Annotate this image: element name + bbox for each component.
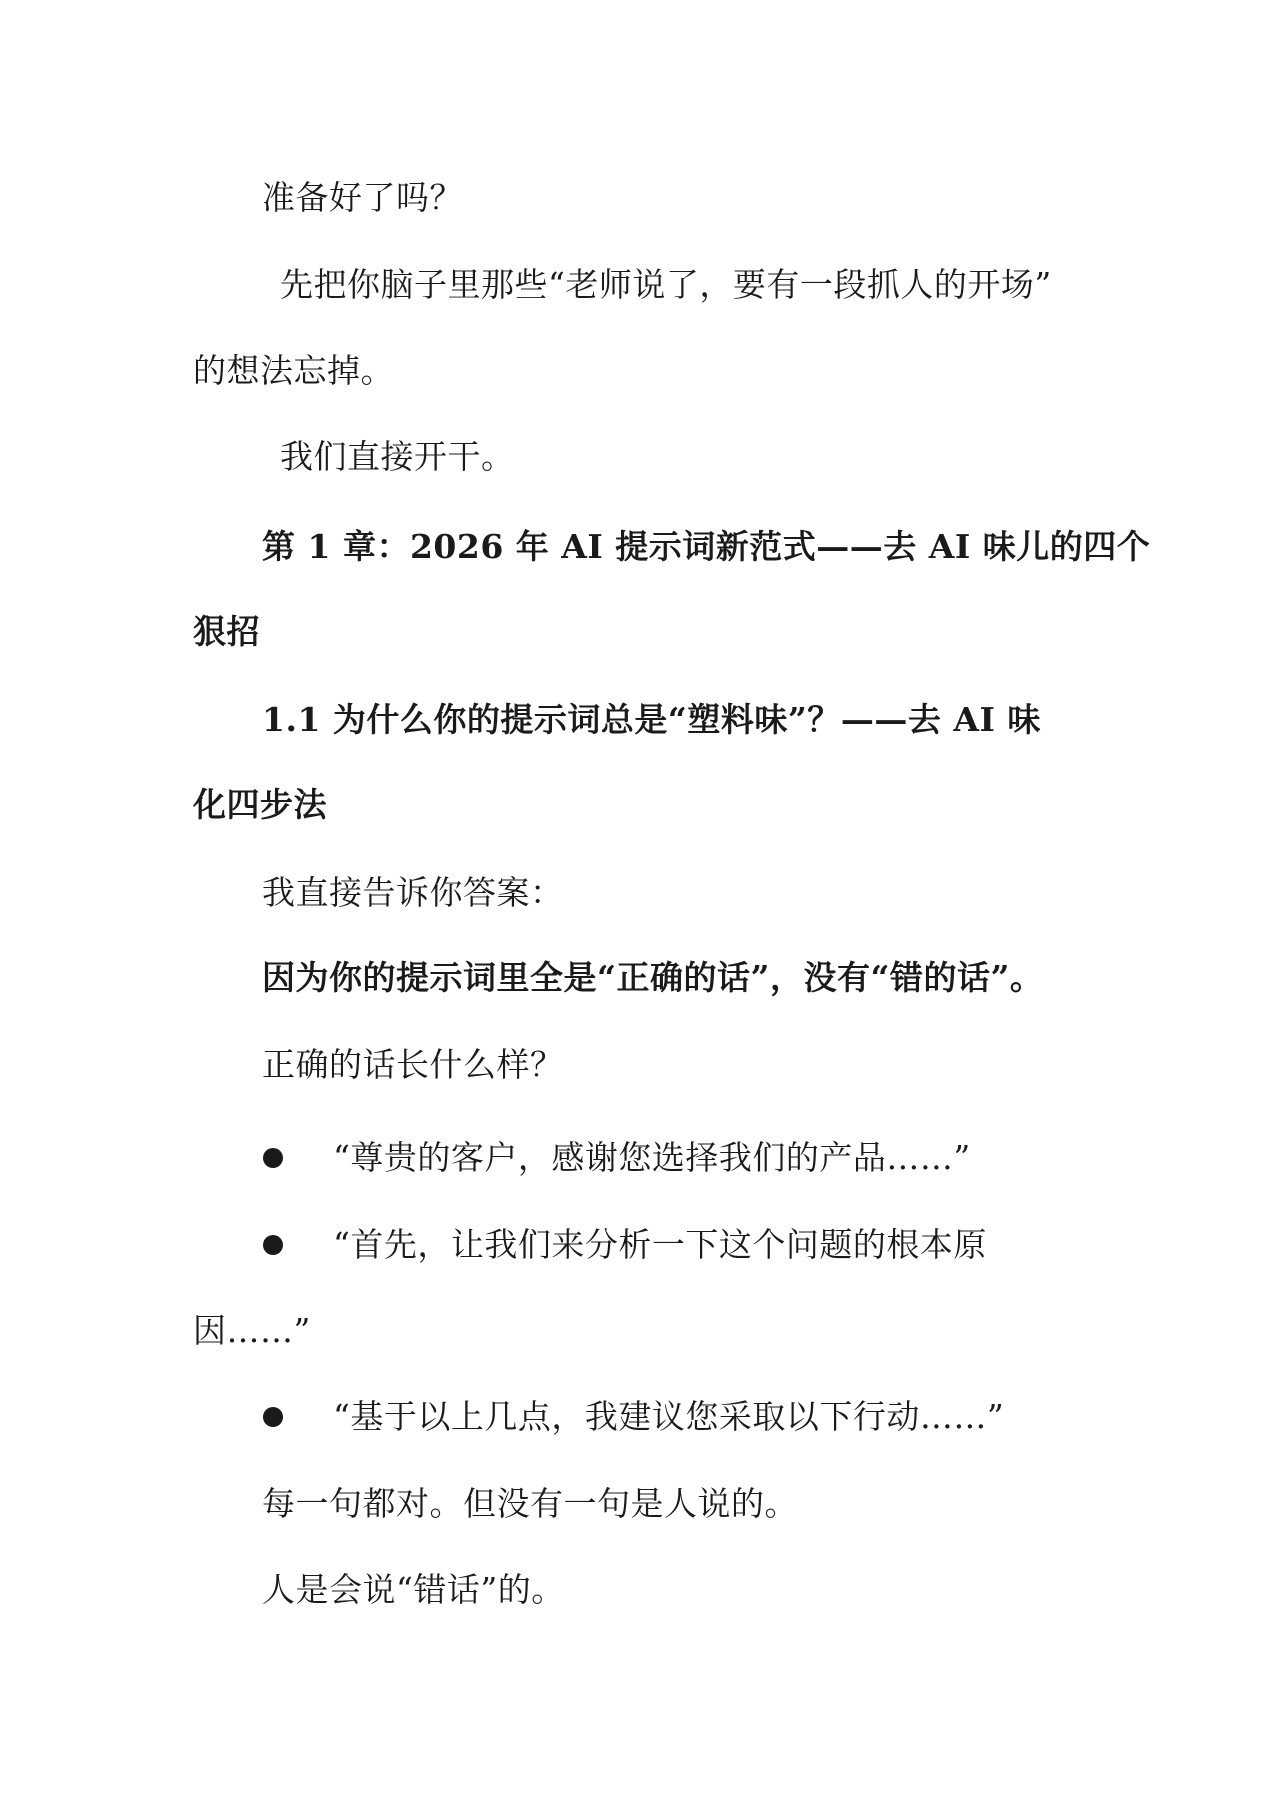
bullet-dot-1 — [263, 1148, 283, 1168]
bullet-dot-3 — [263, 1407, 283, 1427]
paragraph-answer: 因为你的提示词里全是“正确的话”，没有“错的话”。 — [262, 958, 1044, 997]
paragraph-forget-line2: 的想法忘掉。 — [193, 351, 394, 390]
paragraph-ready: 准备好了吗？ — [262, 178, 463, 217]
bullet-item-2-line2: 因……” — [193, 1311, 311, 1350]
bullet-item-2-line1: “首先，让我们来分析一下这个问题的根本原 — [333, 1225, 987, 1264]
section-title-line2: 化四步法 — [193, 785, 327, 824]
chapter-title-line2: 狠招 — [193, 612, 260, 651]
chapter-title-line1: 第 1 章：2026 年 AI 提示词新范式——去 AI 味儿的四个 — [262, 527, 1151, 566]
paragraph-question: 正确的话长什么样？ — [262, 1045, 564, 1084]
paragraph-wrong-words: 人是会说“错话”的。 — [262, 1570, 565, 1609]
paragraph-answer-intro: 我直接告诉你答案： — [262, 873, 564, 912]
paragraph-forget-line1: 先把你脑子里那些“老师说了，要有一段抓人的开场” — [280, 265, 1052, 304]
paragraph-every-sentence: 每一句都对。但没有一句是人说的。 — [262, 1484, 798, 1523]
paragraph-start: 我们直接开干。 — [280, 437, 515, 476]
bullet-item-1: “尊贵的客户，感谢您选择我们的产品……” — [333, 1138, 971, 1177]
bullet-dot-2 — [263, 1235, 283, 1255]
section-title-line1: 1.1 为什么你的提示词总是“塑料味”？——去 AI 味 — [262, 700, 1041, 739]
bullet-item-3: “基于以上几点，我建议您采取以下行动……” — [333, 1397, 1005, 1436]
